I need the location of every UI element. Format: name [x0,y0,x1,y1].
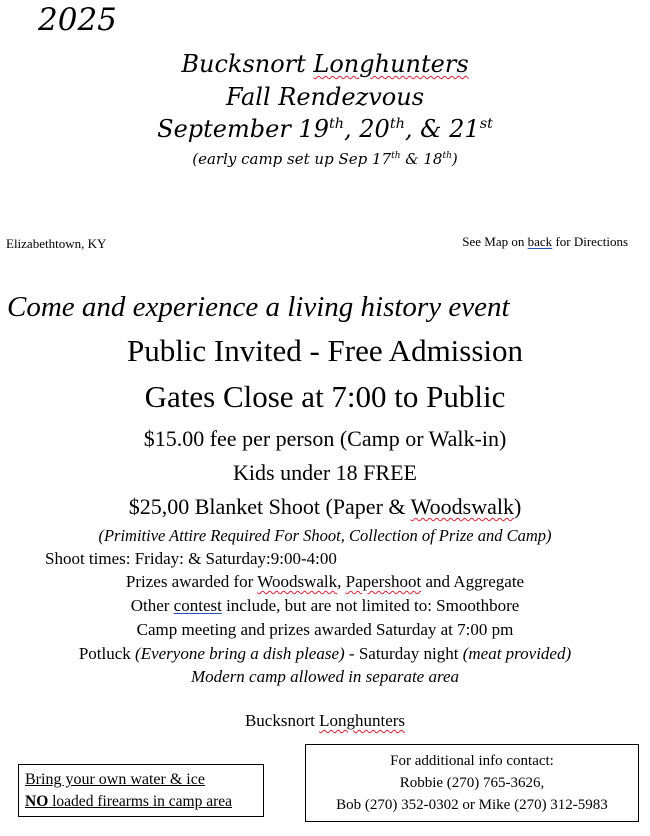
potluck-pre: Potluck [78,644,136,663]
dates-sup-3: st [479,116,493,132]
fee-line: $15.00 fee per person (Camp or Walk-in) [143,426,507,451]
prizes-papershoot: Papershoot [345,572,422,591]
early-camp [0,150,650,168]
potluck-italic-2: (meat provided) [462,644,572,663]
event-title: Fall Rendezvous [225,83,425,111]
club-word-1: Bucksnort [181,50,306,78]
intro-line: Come and experience a living history event [7,291,510,323]
directions-pre: See Map on [462,234,528,249]
location-label: Elizabethtown, KY [6,236,107,251]
dates-mid-1: , 20 [344,115,390,143]
prizes-post: and Aggregate [421,572,525,591]
early-sup-2: th [442,151,452,161]
meeting-line: Camp meeting and prizes awarded Saturday at 7:00 pm [136,620,514,639]
firearms-no: NO [25,793,49,810]
dates-sup-1: th [328,116,345,132]
directions-back-link[interactable]: back [527,234,553,249]
contest-pre: Other [130,596,174,615]
contest-word: contest [173,596,222,615]
public-line: Public Invited - Free Admission [126,333,524,368]
event-dates [0,115,650,143]
blanket-line [0,494,650,520]
shoot-times-line: Shoot times: Friday: & Saturday:9:00-4:00 [45,549,337,568]
potluck-mid: - Saturday night [344,644,463,663]
signature-line [0,711,650,731]
club-title [0,50,650,78]
contact-robbie: Robbie (270) 765-3626, [399,775,545,791]
dates-sup-2: th [389,116,405,132]
contest-post: include, but are not limited to: Smoothbore [221,596,520,615]
firearms-rest: loaded firearms in camp area [48,793,233,810]
prizes-line [0,572,650,592]
attire-line: (Primitive Attire Required For Shoot, Collection of Prize and Camp) [98,526,552,545]
contact-box [305,744,639,822]
contest-line [0,596,650,616]
directions-note [462,234,628,250]
blanket-post: ) [513,494,522,519]
blanket-woodswalk: Woodswalk [410,494,514,519]
gates-line: Gates Close at 7:00 to Public [144,379,506,414]
early-post: ) [451,150,458,168]
signature-word-1: Bucksnort [244,711,315,730]
contact-title: For additional info contact: [390,753,554,769]
contact-bob-mike: Bob (270) 352-0302 or Mike (270) 312-5983 [336,797,608,813]
blanket-pre: $25,00 Blanket Shoot (Paper & [128,494,411,519]
dates-pre: September 19 [157,115,329,143]
potluck-line [0,644,650,664]
year-label: 2025 [38,2,117,38]
dates-mid-2: , & 21 [404,115,480,143]
prizes-woodswalk: Woodswalk [257,572,338,591]
water-ice-line: Bring your own water & ice [25,771,205,788]
club-word-2: Longhunters [313,50,469,78]
early-mid: & 18 [400,150,443,168]
firearms-line [25,791,257,813]
early-pre: (early camp set up Sep 17 [192,150,392,168]
potluck-italic-1: (Everyone bring a dish please) [135,644,345,663]
kids-line: Kids under 18 FREE [233,460,417,485]
prizes-pre: Prizes awarded for [125,572,258,591]
prizes-mid: , [337,572,346,591]
modern-camp-line: Modern camp allowed in separate area [190,667,460,686]
reminder-box [18,764,264,817]
directions-post: for Directions [552,234,628,249]
early-sup-1: th [391,151,401,161]
signature-word-2: Longhunters [319,711,406,730]
